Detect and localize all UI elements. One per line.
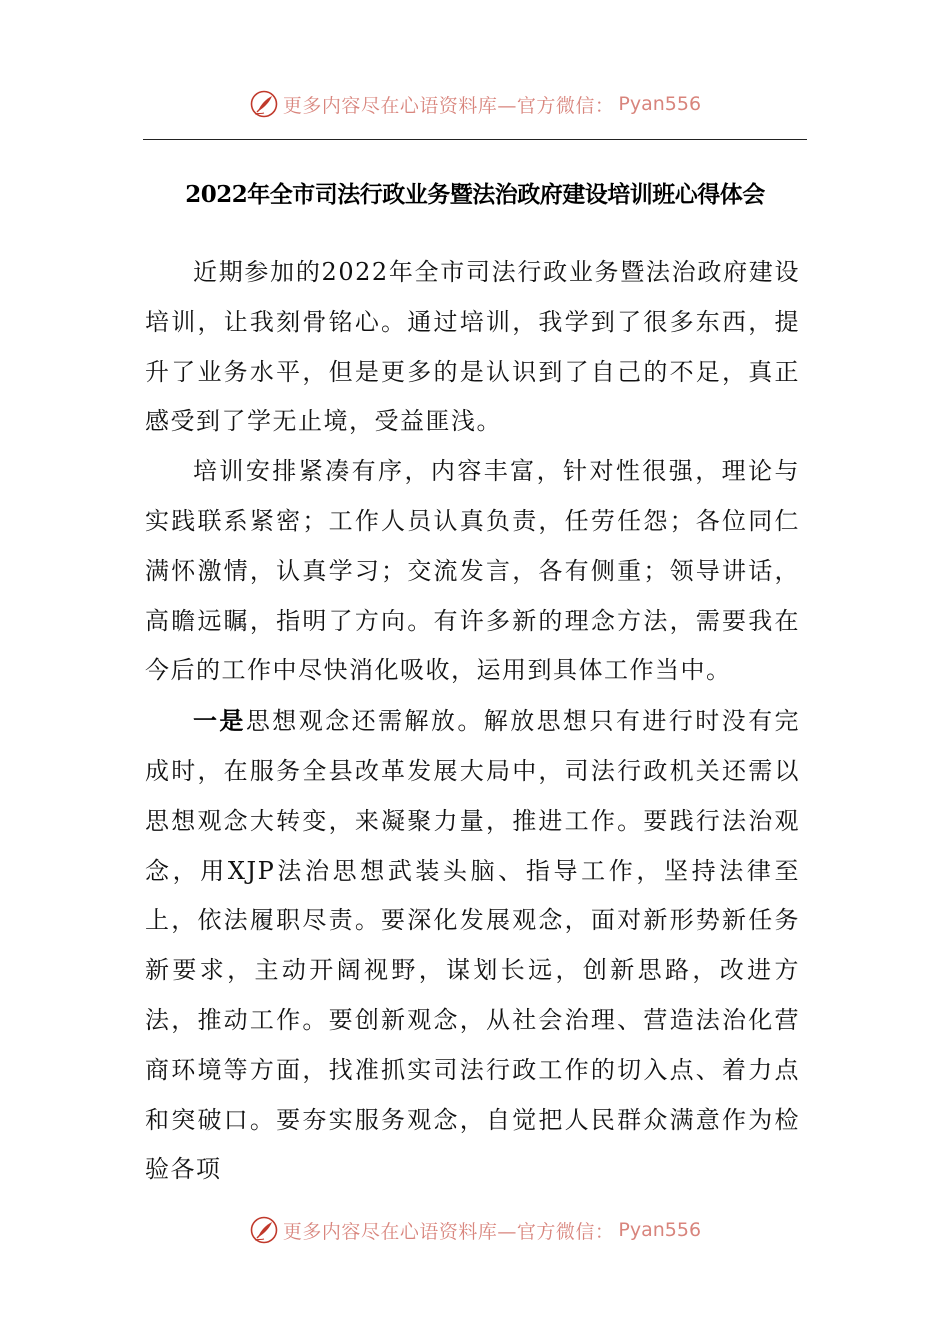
paragraph-1 — [145, 248, 800, 447]
quill-pen-icon — [249, 89, 279, 119]
paragraph-2-text: 培训安排紧凑有序，内容丰富，针对性很强，理论与实践联系紧密；工作人员认真负责，任劳任怨；各位同仁满怀激情，认真学习；交流发言，各有侧重；领导讲话，高瞻远瞩，指明了方向。有许多新的理念方法，需要我在今后的工作中尽快消化吸收，运用到具体工作当中。 — [145, 457, 800, 685]
watermark-banner-top — [0, 84, 950, 124]
paragraph-3 — [145, 696, 800, 1195]
watermark-banner-bottom — [0, 1210, 950, 1250]
watermark-contact: Pyan556 — [618, 93, 702, 115]
document-body — [145, 248, 800, 1195]
watermark-contact: Pyan556 — [618, 1219, 702, 1241]
paragraph-1-text: 近期参加的2022年全市司法行政业务暨法治政府建设培训，让我刻骨铭心。通过培训，我学到了很多东西，提升了业务水平，但是更多的是认识到了自己的不足，真正感受到了学无止境，受益匪浅。 — [145, 258, 800, 436]
paragraph-3-text: 思想观念还需解放。解放思想只有进行时没有完成时，在服务全县改革发展大局中，司法行政机关还需以思想观念大转变，来凝聚力量，推进工作。要践行法治观念，用XJP法治思想武装头脑、指导工作，坚持法律至上，依法履职尽责。要深化发展观念，面对新形势新任务新要求，主动开阔视野，谋划长远，创新思路，改进方法，推动工作。要创新观念，从社会治理、营造法治化营商环境等方面，找准抓实司法行政工作的切入点、着力点和突破口。要夯实服务观念，自觉把人民群众满意作为检验各项 — [145, 707, 801, 1184]
document-title: 2022年全市司法行政业务暨法治政府建设培训班心得体会 — [185, 181, 765, 208]
paragraph-2 — [145, 447, 800, 696]
paragraph-3-lead: 一是 — [193, 706, 246, 736]
header-rule — [143, 139, 807, 140]
watermark-text: 更多内容尽在心语资料库—官方微信： — [282, 94, 615, 117]
watermark-text: 更多内容尽在心语资料库—官方微信： — [282, 1220, 615, 1243]
quill-pen-icon — [249, 1215, 279, 1245]
